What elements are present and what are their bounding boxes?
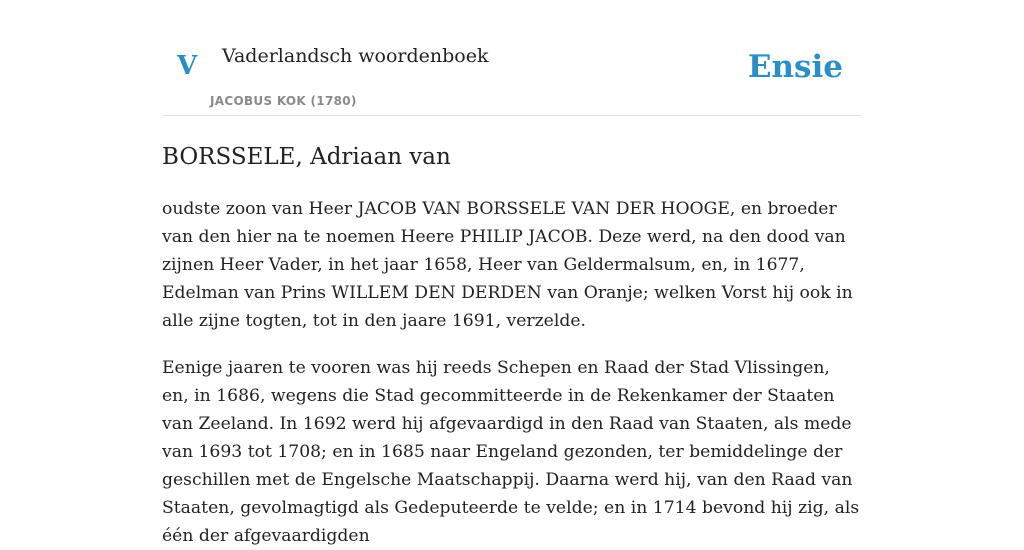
book-author: JACOBUS KOK (1780) — [210, 94, 357, 108]
book-logo[interactable]: V — [177, 51, 198, 81]
entry-paragraph: oudste zoon van Heer JACOB VAN BORSSELE VAN DER HOOGE, en broeder van den hier na te noemen Heere PHILIP JACOB. Deze werd, na den dood van zijnen Heer Vader, in het jaar 1658, Heer van Geldermalsum, en, in 1677, Edelman van Prins WILLEM DEN DERDEN van Oranje; welken Vorst hij ook in alle zijne togten, tot in den jaare 1691, verzelde. — [162, 198, 853, 331]
page-header — [162, 0, 862, 116]
entry-title: BORSSELE, Adriaan van — [162, 144, 451, 170]
book-title[interactable]: Vaderlandsch woordenboek — [222, 45, 489, 67]
page — [162, 0, 862, 550]
brand-logo[interactable]: Ensie — [747, 49, 843, 85]
entry-paragraph: Eenige jaaren te vooren was hij reeds Schepen en Raad der Stad Vlissingen, en, in 1686, wegens die Stad gecommitteerde in de Rekenkamer der Staaten van Zeeland. In 1692 werd hij afgevaardigd in den Raad van Staaten, als mede van 1693 tot 1708; en in 1685 naar Engeland gezonden, ter bemiddelinge der geschillen met de Engelsche Maatschappij. Daarna werd hij, van den Raad van Staaten, gevolmagtigd als Gedeputeerde te velde; en in 1714 bevond hij zig, als één der afgevaardigden — [162, 357, 860, 546]
entry-body — [162, 195, 862, 550]
